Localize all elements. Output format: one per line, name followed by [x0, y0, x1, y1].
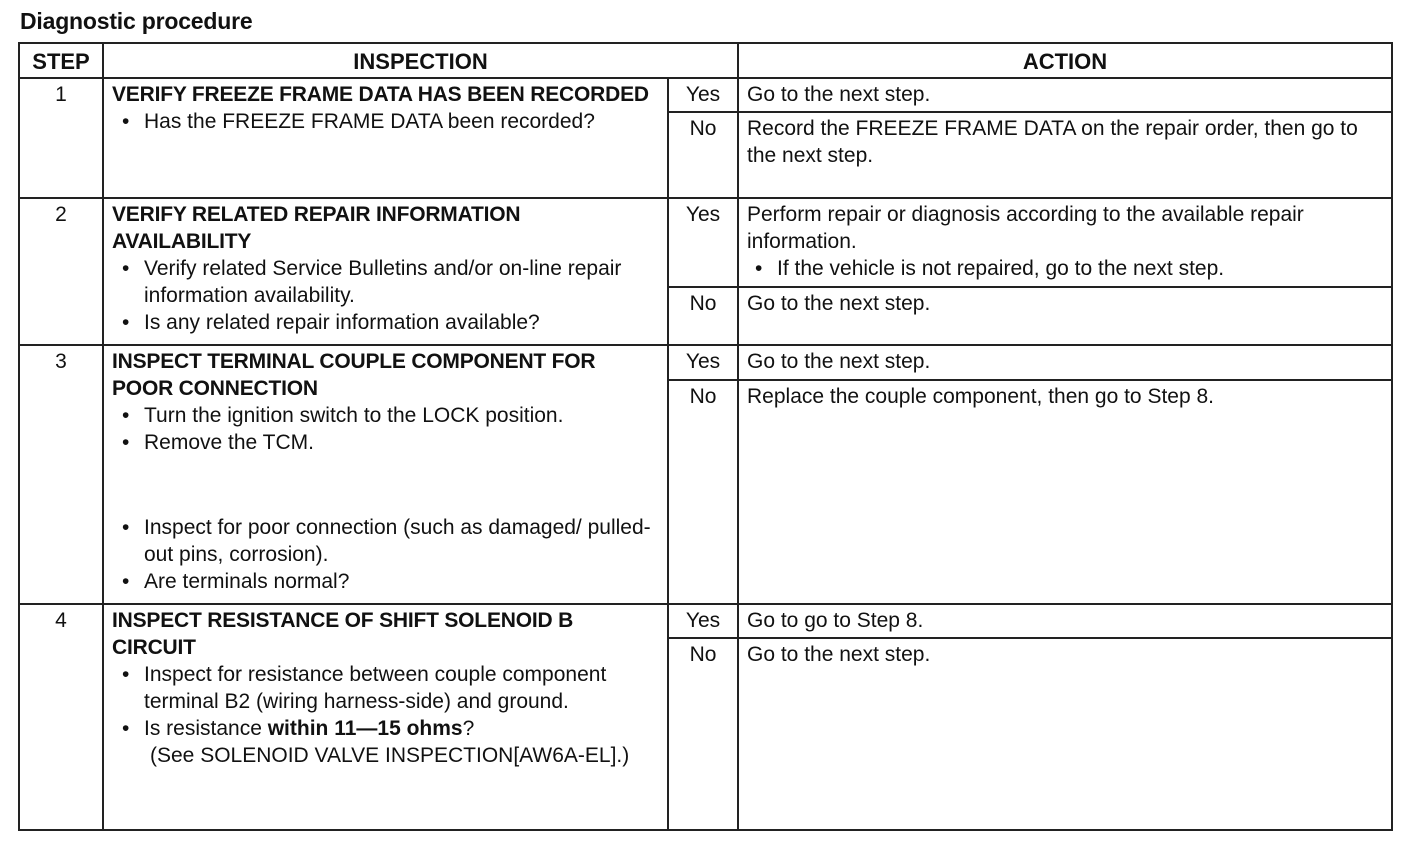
- bullet-item: [122, 715, 661, 769]
- inspection-bullets: [112, 402, 661, 456]
- no-action: Replace the couple component, then go to Step 8.: [738, 380, 1392, 604]
- inspection-bullets: [112, 255, 661, 336]
- bullet-item: • Inspect for resistance between couple component terminal B2 (wiring harness-side) and ground.: [122, 661, 661, 715]
- inspection-bullets: [112, 514, 661, 595]
- question-bold: within 11—15 ohms: [267, 717, 463, 740]
- yes-label: Yes: [668, 198, 738, 287]
- table-row: [19, 345, 1392, 380]
- step-number: 1: [19, 78, 103, 198]
- no-action: Go to the next step.: [738, 638, 1392, 830]
- inspection-bullets: [112, 108, 661, 135]
- yes-label: Yes: [668, 604, 738, 638]
- table-row: [19, 604, 1392, 638]
- inspection-title: VERIFY FREEZE FRAME DATA HAS BEEN RECORDED: [112, 83, 649, 106]
- no-action: Go to the next step.: [738, 287, 1392, 345]
- bullet-item: • Turn the ignition switch to the LOCK position.: [122, 402, 661, 429]
- yes-label: Yes: [668, 78, 738, 112]
- bullet-item: • Verify related Service Bulletins and/or on-line repair information availability.: [122, 255, 661, 309]
- bullet-item: • Are terminals normal?: [122, 568, 661, 595]
- header-step: STEP: [19, 43, 103, 78]
- yes-action: Go to the next step.: [738, 345, 1392, 380]
- no-label: No: [668, 638, 738, 830]
- header-inspection: INSPECTION: [103, 43, 738, 78]
- header-action: ACTION: [738, 43, 1392, 78]
- no-label: No: [668, 287, 738, 345]
- yes-label: Yes: [668, 345, 738, 380]
- action-bullets: [747, 255, 1383, 282]
- inspection-title: INSPECT TERMINAL COUPLE COMPONENT FOR POOR CONNECTION: [112, 350, 596, 400]
- figure-space: [112, 456, 661, 514]
- inspection-cell: [103, 78, 668, 198]
- no-label: No: [668, 380, 738, 604]
- inspection-title: INSPECT RESISTANCE OF SHIFT SOLENOID B CIRCUIT: [112, 609, 574, 659]
- bullet-item: • Inspect for poor connection (such as damaged/ pulled-out pins, corrosion).: [122, 514, 661, 568]
- bullet-item: • If the vehicle is not repaired, go to the next step.: [755, 255, 1383, 282]
- inspection-cell: [103, 345, 668, 604]
- step-number: 3: [19, 345, 103, 604]
- question-suffix: ?: [462, 717, 475, 740]
- question-prefix: Is resistance: [144, 717, 268, 740]
- yes-action: Perform repair or diagnosis according to the available repair information.: [747, 203, 1304, 253]
- diagnostic-table: [18, 42, 1393, 831]
- header-row: [19, 43, 1392, 78]
- yes-action: Go to go to Step 8.: [738, 604, 1392, 638]
- bullet-item: • Remove the TCM.: [122, 429, 661, 456]
- bullet-item: • Has the FREEZE FRAME DATA been recorded?: [122, 108, 661, 135]
- step-number: 2: [19, 198, 103, 345]
- inspection-bullets: [112, 661, 661, 769]
- yes-action: Go to the next step.: [738, 78, 1392, 112]
- table-row: [19, 198, 1392, 287]
- no-action: Record the FREEZE FRAME DATA on the repair order, then go to the next step.: [738, 112, 1392, 198]
- step-number: 4: [19, 604, 103, 830]
- inspection-cell: [103, 198, 668, 345]
- inspection-cell: [103, 604, 668, 830]
- yes-action-cell: [738, 198, 1392, 287]
- page-title: Diagnostic procedure: [20, 8, 253, 34]
- see-note: (See SOLENOID VALVE INSPECTION[AW6A-EL].): [150, 744, 630, 767]
- no-label: No: [668, 112, 738, 198]
- table-row: [19, 78, 1392, 112]
- bullet-item: • Is any related repair information available?: [122, 309, 661, 336]
- inspection-title: VERIFY RELATED REPAIR INFORMATION AVAILABILITY: [112, 203, 521, 253]
